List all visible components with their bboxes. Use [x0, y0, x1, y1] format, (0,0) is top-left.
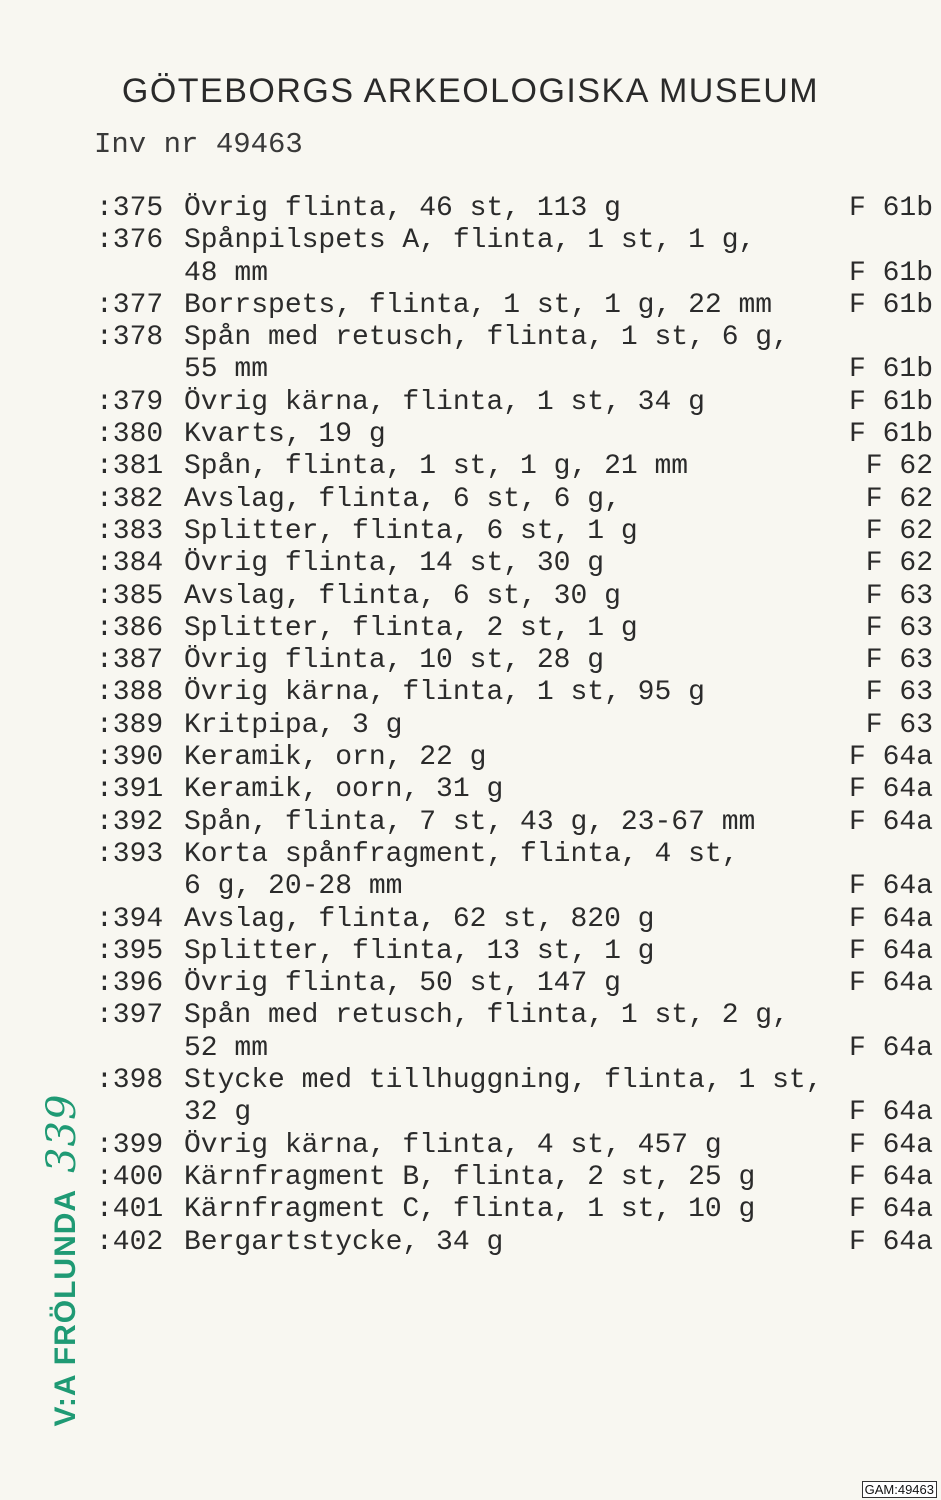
entry-description: Spån med retusch, flinta, 1 st, 6 g, [184, 322, 789, 354]
entry-row [0, 1194, 941, 1226]
entry-number: :389 [96, 709, 164, 741]
entry-description: Spån, flinta, 1 st, 1 g, 21 mm [184, 451, 689, 483]
entry-description: Kärnfragment C, flinta, 1 st, 10 g [184, 1194, 756, 1226]
entry-number: :379 [96, 386, 164, 418]
entry-location: F 61b [848, 257, 933, 289]
entry-location: F 64a [848, 1097, 933, 1129]
entry-number: :399 [96, 1129, 164, 1161]
site-number: 339 [39, 1093, 85, 1173]
entry-description: Stycke med tillhuggning, flinta, 1 st, [184, 1065, 823, 1097]
entry-row [0, 613, 941, 645]
entry-row [0, 516, 941, 548]
entry-row [0, 904, 941, 936]
entry-number: :391 [96, 774, 164, 806]
entry-number: :388 [96, 677, 164, 709]
entry-location: F 64a [848, 1129, 933, 1161]
entry-description: 48 mm [184, 257, 269, 289]
entry-number: :395 [96, 935, 164, 967]
entry-description: Övrig kärna, flinta, 1 st, 95 g [184, 677, 705, 709]
entry-description: Avslag, flinta, 62 st, 820 g [184, 903, 655, 935]
entry-location: F 64a [848, 968, 933, 1000]
entry-row [0, 225, 941, 290]
entry-description: Kritpipa, 3 g [184, 709, 403, 741]
entry-description: Spån med retusch, flinta, 1 st, 2 g, [184, 1000, 789, 1032]
entry-row [0, 839, 941, 904]
entry-description: Övrig flinta, 50 st, 147 g [184, 968, 621, 1000]
entry-row [0, 451, 941, 483]
entry-description: Övrig kärna, flinta, 4 st, 457 g [184, 1129, 722, 1161]
entry-number: :390 [96, 742, 164, 774]
entry-location: F 64a [848, 774, 933, 806]
entry-number: :382 [96, 483, 164, 515]
entry-number: :376 [96, 225, 164, 257]
entry-description: 6 g, 20-28 mm [184, 871, 403, 903]
entry-location: F 61b [848, 354, 933, 386]
entry-description: Kärnfragment B, flinta, 2 st, 25 g [184, 1161, 756, 1193]
entry-location: F 61b [848, 386, 933, 418]
entry-number: :396 [96, 968, 164, 1000]
entry-number: :384 [96, 548, 164, 580]
entry-number: :378 [96, 322, 164, 354]
entry-description: Övrig flinta, 14 st, 30 g [184, 548, 605, 580]
entry-location: F 64a [848, 871, 933, 903]
entry-location: F 62 [865, 548, 933, 580]
entry-row [0, 774, 941, 806]
entry-row [0, 1000, 941, 1065]
entry-description: Bergartstycke, 34 g [184, 1226, 504, 1258]
entry-location: F 63 [865, 580, 933, 612]
entry-row [0, 581, 941, 613]
entry-location: F 61b [848, 193, 933, 224]
entry-row [0, 742, 941, 774]
entry-description: Keramik, orn, 22 g [184, 742, 487, 774]
entry-location: F 63 [865, 645, 933, 677]
entry-number: :392 [96, 806, 164, 838]
entry-row [0, 193, 941, 225]
entry-location: F 64a [848, 935, 933, 967]
entry-location: F 64a [848, 1161, 933, 1193]
entry-row [0, 1065, 941, 1130]
entry-description: Keramik, oorn, 31 g [184, 774, 504, 806]
entry-location: F 64a [848, 742, 933, 774]
entry-description: 55 mm [184, 354, 269, 386]
entry-row [0, 807, 941, 839]
entry-description: Splitter, flinta, 13 st, 1 g [184, 935, 655, 967]
entry-number: :402 [96, 1226, 164, 1258]
entry-list [0, 193, 941, 1259]
entry-row [0, 387, 941, 419]
entry-number: :381 [96, 451, 164, 483]
entry-number: :393 [96, 838, 164, 870]
entry-description: Korta spånfragment, flinta, 4 st, [184, 838, 739, 870]
entry-description: Spån, flinta, 7 st, 43 g, 23-67 mm [184, 806, 756, 838]
site-stamp [26, 1090, 98, 1430]
entry-location: F 64a [848, 1032, 933, 1064]
entry-location: F 64a [848, 903, 933, 935]
entry-location: F 62 [865, 451, 933, 483]
entry-row [0, 645, 941, 677]
entry-location: F 62 [865, 483, 933, 515]
entry-description: Avslag, flinta, 6 st, 6 g, [184, 483, 621, 515]
entry-number: :397 [96, 1000, 164, 1032]
entry-description: Övrig flinta, 10 st, 28 g [184, 645, 605, 677]
entry-row [0, 1162, 941, 1194]
entry-number: :383 [96, 515, 164, 547]
entry-description: Kvarts, 19 g [184, 419, 386, 451]
entry-row [0, 677, 941, 709]
site-stamp-text [39, 1094, 85, 1427]
entry-location: F 61b [848, 419, 933, 451]
entry-number: :380 [96, 419, 164, 451]
entry-number: :394 [96, 903, 164, 935]
entry-description: 32 g [184, 1097, 252, 1129]
entry-description: Splitter, flinta, 6 st, 1 g [184, 515, 638, 547]
entry-location: F 63 [865, 612, 933, 644]
entry-row [0, 710, 941, 742]
entry-number: :400 [96, 1161, 164, 1193]
entry-location: F 64a [848, 1194, 933, 1226]
entry-description: Splitter, flinta, 2 st, 1 g [184, 612, 638, 644]
entry-row [0, 936, 941, 968]
entry-row [0, 484, 941, 516]
entry-number: :398 [96, 1065, 164, 1097]
entry-number: :375 [96, 193, 164, 224]
entry-number: :377 [96, 289, 164, 321]
entry-number: :387 [96, 645, 164, 677]
entry-location: F 62 [865, 515, 933, 547]
entry-number: :386 [96, 612, 164, 644]
entry-location: F 64a [848, 806, 933, 838]
entry-row [0, 968, 941, 1000]
entry-number: :401 [96, 1194, 164, 1226]
museum-title: GÖTEBORGS ARKEOLOGISKA MUSEUM [121, 72, 820, 110]
entry-number: :385 [96, 580, 164, 612]
entry-location: F 64a [848, 1226, 933, 1258]
inventory-number: Inv nr 49463 [94, 128, 303, 161]
entry-row [0, 322, 941, 387]
entry-description: Övrig kärna, flinta, 1 st, 34 g [184, 386, 705, 418]
entry-location: F 63 [865, 677, 933, 709]
entry-description: Spånpilspets A, flinta, 1 st, 1 g, [184, 225, 756, 257]
site-name: V:A FRÖLUNDA [49, 1188, 82, 1427]
entry-row [0, 548, 941, 580]
entry-location: F 61b [848, 289, 933, 321]
entry-description: Avslag, flinta, 6 st, 30 g [184, 580, 621, 612]
entry-description: 52 mm [184, 1032, 269, 1064]
entry-row [0, 1227, 941, 1259]
entry-description: Borrspets, flinta, 1 st, 1 g, 22 mm [184, 289, 773, 321]
entry-row [0, 1130, 941, 1162]
entry-description: Övrig flinta, 46 st, 113 g [184, 193, 621, 224]
entry-row [0, 290, 941, 322]
entry-location: F 63 [865, 709, 933, 741]
catalog-id-label: GAM:49463 [862, 1481, 937, 1498]
entry-row [0, 419, 941, 451]
